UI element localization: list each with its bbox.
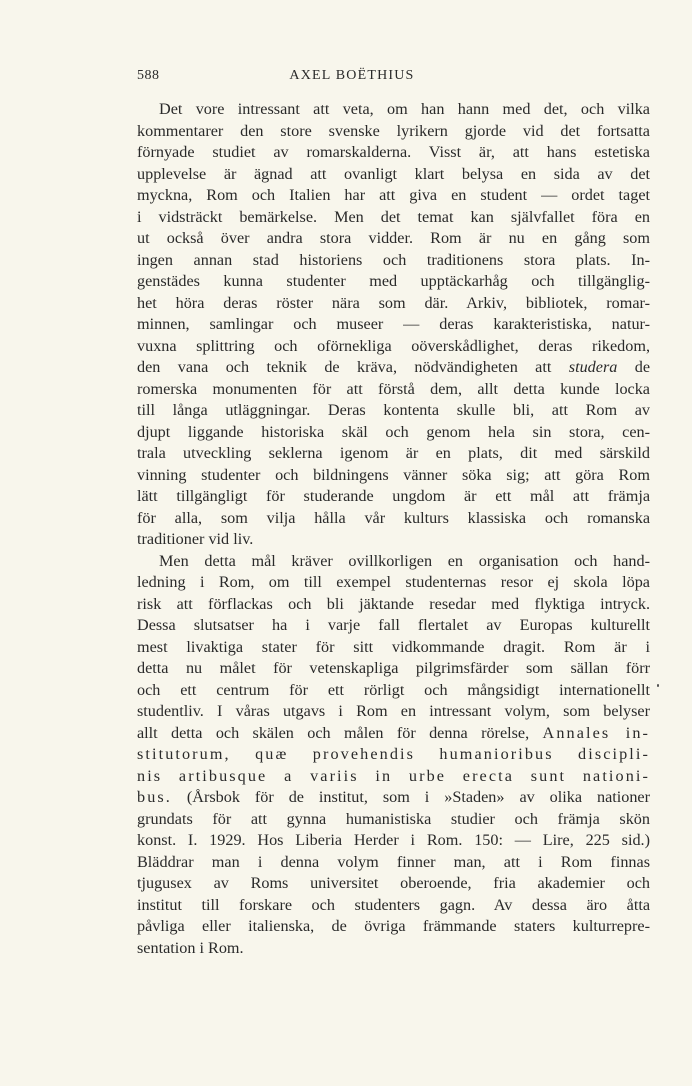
running-head bbox=[137, 68, 567, 88]
text-line: risk att förflackas och bli jäktande resedar med flyktiga intryck. bbox=[137, 594, 650, 613]
text-line: vuxna splittring och oförnekliga oöverskådlighet, deras rikedom, bbox=[137, 336, 650, 355]
text-line: myckna, Rom och Italien har att giva en student — ordet taget bbox=[137, 186, 650, 204]
text-line: traditioner vid liv. bbox=[137, 530, 254, 548]
text-line: het höra deras röster nära som där. Arkiv, bibliotek, romar- bbox=[137, 293, 650, 312]
paragraph-2 bbox=[137, 551, 650, 960]
text-line-spaced: nis artibusque a variis in urbe erecta sunt nationi- bbox=[137, 766, 650, 785]
text-line: ingen annan stad historiens och traditionens stora plats. In- bbox=[137, 250, 650, 269]
running-head-author: AXEL BOËTHIUS bbox=[289, 68, 415, 83]
text-line: genstädes kunna studenter med upptäckarhåg och tillgänglig- bbox=[137, 272, 650, 290]
text-line: i vidsträckt bemärkelse. Men det temat kan självfallet föra en bbox=[137, 207, 650, 226]
text-line: trala utveckling seklerna igenom är en plats, dit med särskild bbox=[137, 444, 650, 462]
text-line: romerska monumenten för att förstå dem, allt detta kunde locka bbox=[137, 379, 650, 398]
text-line-with-spaced bbox=[137, 787, 650, 809]
text-line: djupt liggande historiska skäl och genom hela sin stora, cen- bbox=[137, 422, 650, 441]
text-segment: allt detta och skälen och målen för denna rörelse, bbox=[137, 723, 530, 742]
text-line: Det vore intressant att veta, om han hann med det, och vilka bbox=[159, 100, 650, 118]
print-speck bbox=[657, 684, 659, 687]
text-segment: de bbox=[634, 358, 651, 376]
text-line: konst. I. 1929. Hos Liberia Herder i Rom. 150: — Lire, 225 sid.) bbox=[137, 831, 650, 849]
text-line: institut till forskare och studenters gagn. Av dessa äro åtta bbox=[137, 895, 650, 914]
text-line: detta nu målet för vetenskapliga pilgrimsfärder som sällan förr bbox=[137, 659, 650, 677]
text-line: studentliv. I våras utgavs i Rom en intressant volym, som belyser bbox=[137, 702, 650, 720]
text-line-with-italic bbox=[137, 357, 650, 379]
text-line: kommentarer den store svenske lyrikern gjorde vid det fortsatta bbox=[137, 121, 650, 140]
text-segment: (Årsbok för de institut, som i »Staden» av olika nationer bbox=[186, 788, 651, 806]
text-line-with-spaced bbox=[137, 723, 650, 745]
text-line: och ett centrum för ett rörligt och mångsidigt internationellt bbox=[137, 680, 650, 699]
text-line: lätt tillgängligt för studerande ungdom är ett mål att främja bbox=[137, 487, 650, 505]
spaced-title: Annales in- bbox=[542, 723, 651, 742]
text-line: för alla, som vilja hålla vår kulturs klassiska och romanska bbox=[137, 508, 650, 527]
text-line: upplevelse är ägnad att ovanligt klart belysa en sida av det bbox=[137, 164, 650, 183]
italic-word: studera bbox=[568, 358, 618, 376]
text-line: vinning studenter och bildningens vänner söka sig; att göra Rom bbox=[137, 465, 650, 484]
paragraph-1 bbox=[137, 99, 650, 551]
text-line: Bläddrar man i denna volym finner man, att i Rom finnas bbox=[137, 852, 650, 871]
text-line: till långa utläggningar. Deras kontenta skulle bli, att Rom av bbox=[137, 401, 650, 419]
text-line-spaced: stitutorum, quæ provehendis humanioribus discipli- bbox=[137, 745, 650, 763]
text-line: grundats för att gynna humanistiska studier och främja skön bbox=[137, 809, 650, 828]
text-line: förnyade studiet av romarskalderna. Visst är, att hans estetiska bbox=[137, 143, 650, 161]
text-segment: den vana och teknik de kräva, nödvändigheten att bbox=[137, 358, 552, 376]
text-line: mest livaktiga stater för sitt vidkommande dragit. Rom är i bbox=[137, 637, 650, 656]
text-line: Dessa slutsatser ha i varje fall flertalet av Europas kulturellt bbox=[137, 616, 650, 634]
text-line: tjugusex av Roms universitet oberoende, fria akademier och bbox=[137, 874, 650, 892]
text-line: påvliga eller italienska, de övriga främmande staters kulturrepre- bbox=[137, 917, 650, 935]
body-text bbox=[137, 99, 650, 959]
page-number: 588 bbox=[137, 68, 160, 83]
text-line: minnen, samlingar och museer — deras karakteristiska, natur- bbox=[137, 315, 650, 333]
text-line: sentation i Rom. bbox=[137, 938, 244, 957]
text-line: Men detta mål kräver ovillkorligen en organisation och hand- bbox=[159, 551, 650, 570]
text-line: ledning i Rom, om till exempel studenternas resor ej skola löpa bbox=[137, 573, 650, 591]
text-line: ut också över andra stora vidder. Rom är nu en gång som bbox=[137, 229, 650, 247]
spaced-title: bus. bbox=[137, 788, 172, 806]
